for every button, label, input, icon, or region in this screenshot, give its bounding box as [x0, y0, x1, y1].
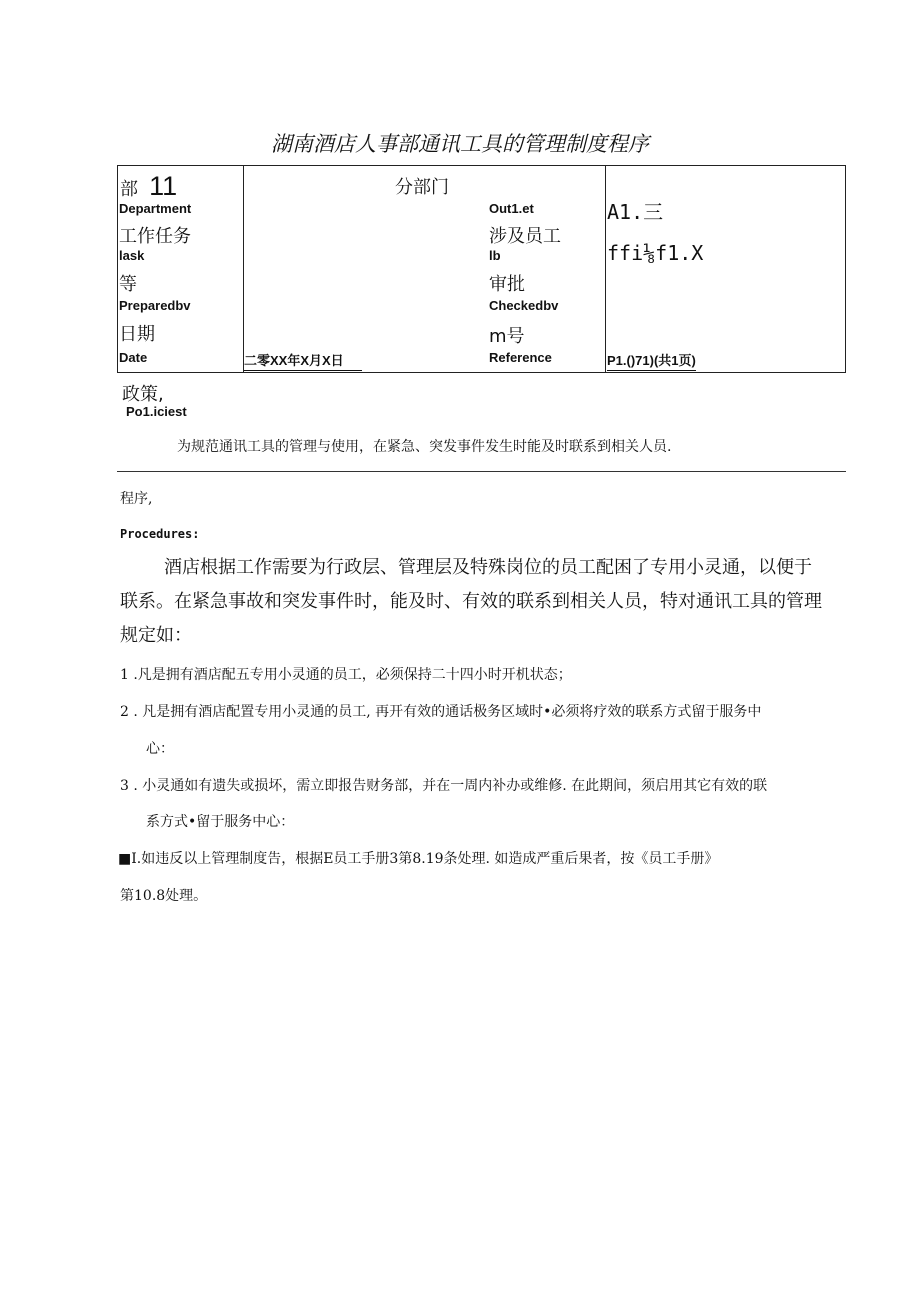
task-en: lask [119, 248, 145, 263]
procedure-item-3-cont: 系方式•留于服务中心： [146, 814, 295, 830]
code-value-2: ffi⅛f1.X [607, 241, 704, 265]
procedure-item-4: ■I.如违反以上管理制度告，根据E员工手册3第8.19条处理. 如造成严重后果者，按《员工手册》 [118, 851, 719, 867]
department-en: Department [119, 201, 192, 216]
procedures-label-cn: 程序, [120, 491, 153, 507]
document-title: 湖南酒店人事部通讯工具的管理制度程序 [271, 132, 649, 156]
procedure-item-1: 1 .凡是拥有酒店配五专用小灵通的员工，必须保持二十四小时开机状态； [120, 667, 572, 683]
procedure-item-3: 3 . 小灵通如有遗失或损坏，需立即报告财务部，并在一周内补办或维修. 在此期间，须启用其它有效的联 [120, 778, 768, 794]
policy-label-en: Po1.iciest [126, 404, 187, 419]
reference-cn: m号 [489, 326, 525, 347]
procedure-item-2-cont: 心： [146, 741, 174, 757]
task-cn: 工作任务 [119, 226, 191, 247]
table-divider [243, 165, 244, 373]
date-en: Date [119, 350, 148, 365]
code-value-1: A1.三 [607, 200, 664, 224]
header-table [117, 165, 846, 373]
sub-department-cn: 分部门 [395, 177, 449, 198]
intro-line-1: 酒店根据工作需要为行政层、管理层及特殊岗位的员工配困了专用小灵通，以便于 [164, 557, 812, 578]
procedures-label-en: Procedures: [120, 527, 200, 541]
procedure-item-4-cont: 第10.8处理。 [120, 888, 208, 904]
date-cn: 日期 [119, 324, 155, 345]
policy-text: 为规范通讯工具的管理与使用，在紧急、突发事件发生时能及时联系到相关人员. [177, 439, 672, 455]
involved-cn: 涉及员工 [489, 226, 561, 247]
department-cn: 部 [120, 179, 138, 200]
checked-en: Checkedbv [489, 298, 559, 313]
policy-label-cn: 政策, [122, 384, 164, 405]
outlet-en: Out1.et [489, 201, 534, 216]
intro-line-3: 规定如： [120, 625, 192, 646]
date-value: 二零XX年X月X日 [244, 350, 362, 371]
intro-line-2: 联系。在紧急事故和突发事件时，能及时、有效的联系到相关人员，特对通讯工具的管理 [120, 591, 822, 612]
approve-cn: 审批 [489, 274, 525, 295]
page-value: P1.()71)(共1页) [607, 350, 696, 371]
prepared-cn: 等 [119, 274, 137, 295]
department-number: 11 [149, 171, 178, 201]
section-divider [117, 471, 846, 472]
involved-en: lb [489, 248, 501, 263]
table-divider [605, 165, 606, 373]
department-cell [120, 171, 177, 202]
prepared-en: Preparedbv [119, 298, 191, 313]
procedure-item-2: 2 . 凡是拥有酒店配置专用小灵通的员工, 再开有效的通话极务区域时•必须将疗效的联系方式留于服务中 [120, 704, 762, 720]
reference-en: Reference [489, 350, 552, 365]
